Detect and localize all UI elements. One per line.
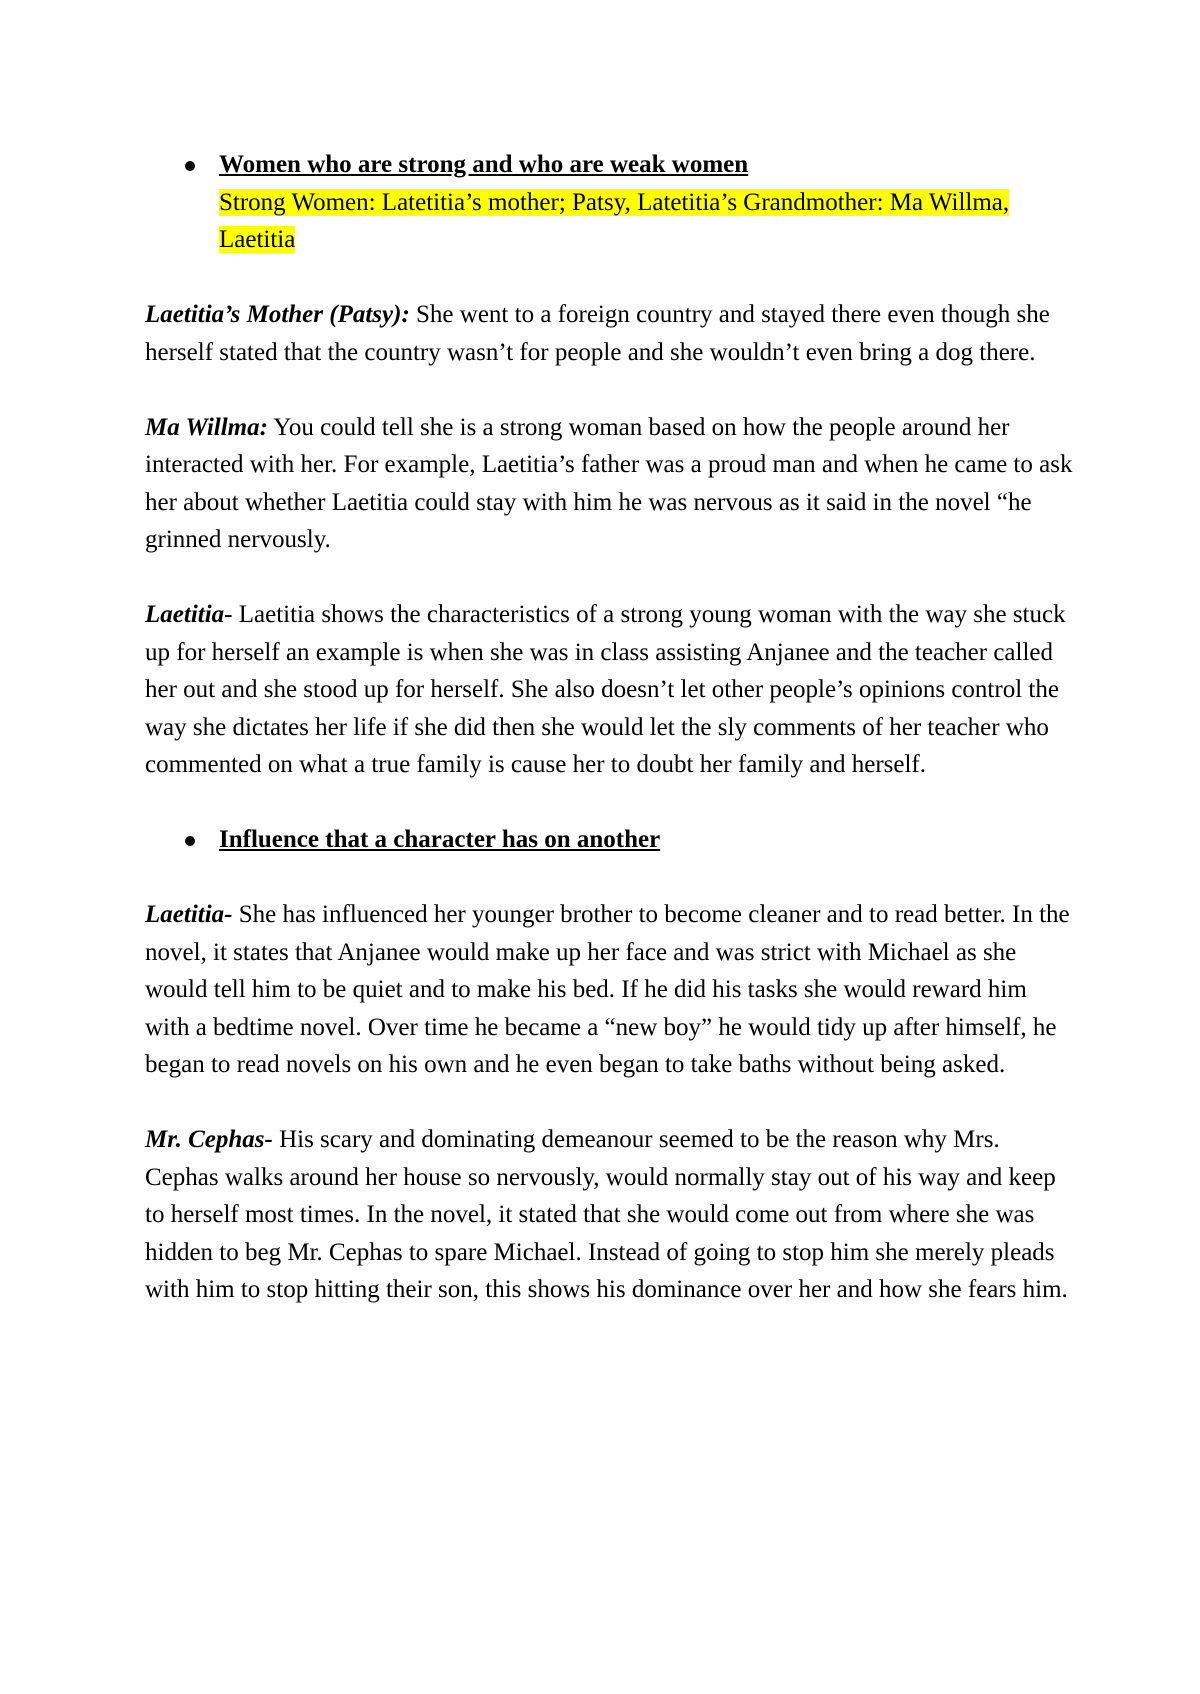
paragraph-text: She has influenced her younger brother to become cleaner and to read better. In the novel, it states that Anjanee would make up her face and was strict with Michael as she would tell him to be quiet and to make his bed. If he did his tasks she would reward him with a bedtime novel. Over time he became a “new boy” he would tidy up after himself, he began to read novels on his own and he even began to take baths without being asked. [145, 901, 1070, 1078]
bullet-dot-icon [185, 161, 195, 171]
paragraph-patsy [145, 296, 1075, 371]
spacer [145, 1084, 1075, 1122]
spacer [145, 859, 1075, 897]
paragraph-text: You could tell she is a strong woman based on how the people around her interacted with her. For example, Laetitia’s father was a proud man and when he came to ask her about whether Laetitia could stay with him he was nervous as it said in the novel “he grinned nervously. [145, 413, 1073, 553]
paragraph-label-separator: : [259, 413, 268, 441]
paragraph-laetitia-influence [145, 896, 1075, 1084]
highlight-text: Strong Women: Latetitia’s mother; Patsy, Latetitia’s Grandmother: Ma Willma, Laetitia [219, 188, 1010, 253]
bullet-dot-icon [185, 836, 195, 846]
bullet-section-influence [145, 821, 1075, 859]
spacer [145, 371, 1075, 409]
highlighted-summary [219, 184, 1075, 259]
spacer [145, 259, 1075, 297]
paragraph-label: Mr. Cephas- [145, 1126, 273, 1153]
paragraph-text: She went to a foreign country and stayed there even though she herself stated that the country wasn’t for people and she wouldn’t even bring a dog there. [145, 301, 1050, 366]
section-heading: Women who are strong and who are weak women [219, 151, 749, 178]
paragraph-label: Laetitia’s Mother (Patsy) [145, 301, 402, 328]
spacer [145, 784, 1075, 822]
document-body [145, 146, 1075, 1309]
section-heading: Influence that a character has on another [219, 826, 661, 853]
paragraph-label: Laetitia- [145, 901, 233, 928]
bullet-section-strong-weak-women [145, 146, 1075, 259]
paragraph-text: Laetitia shows the characteristics of a strong young woman with the way she stuck up for herself an example is when she was in class assisting Anjanee and the teacher called her out and she stood up for herself. She also doesn’t let other people’s opinions control the way she dictates her life if she did then she would let the sly comments of her teacher who commented on what a true family is cause her to doubt her family and herself. [145, 601, 1066, 778]
spacer [145, 559, 1075, 597]
paragraph-label: Ma Willma [145, 413, 260, 441]
paragraph-mr-cephas [145, 1121, 1075, 1309]
paragraph-text: His scary and dominating demeanour seemed to be the reason why Mrs. Cephas walks around her house so nervously, would normally stay out of his way and keep to herself most times. In the novel, it stated that she would come out from where she was hidden to beg Mr. Cephas to spare Michael. Instead of going to stop him she merely pleads with him to stop hitting their son, this shows his dominance over her and how she fears him. [145, 1126, 1068, 1303]
paragraph-laetitia-strong [145, 596, 1075, 784]
paragraph-label-separator: - [224, 601, 233, 628]
paragraph-ma-willma [145, 409, 1075, 559]
paragraph-label-separator: : [401, 301, 410, 328]
paragraph-label: Laetitia [145, 601, 225, 628]
